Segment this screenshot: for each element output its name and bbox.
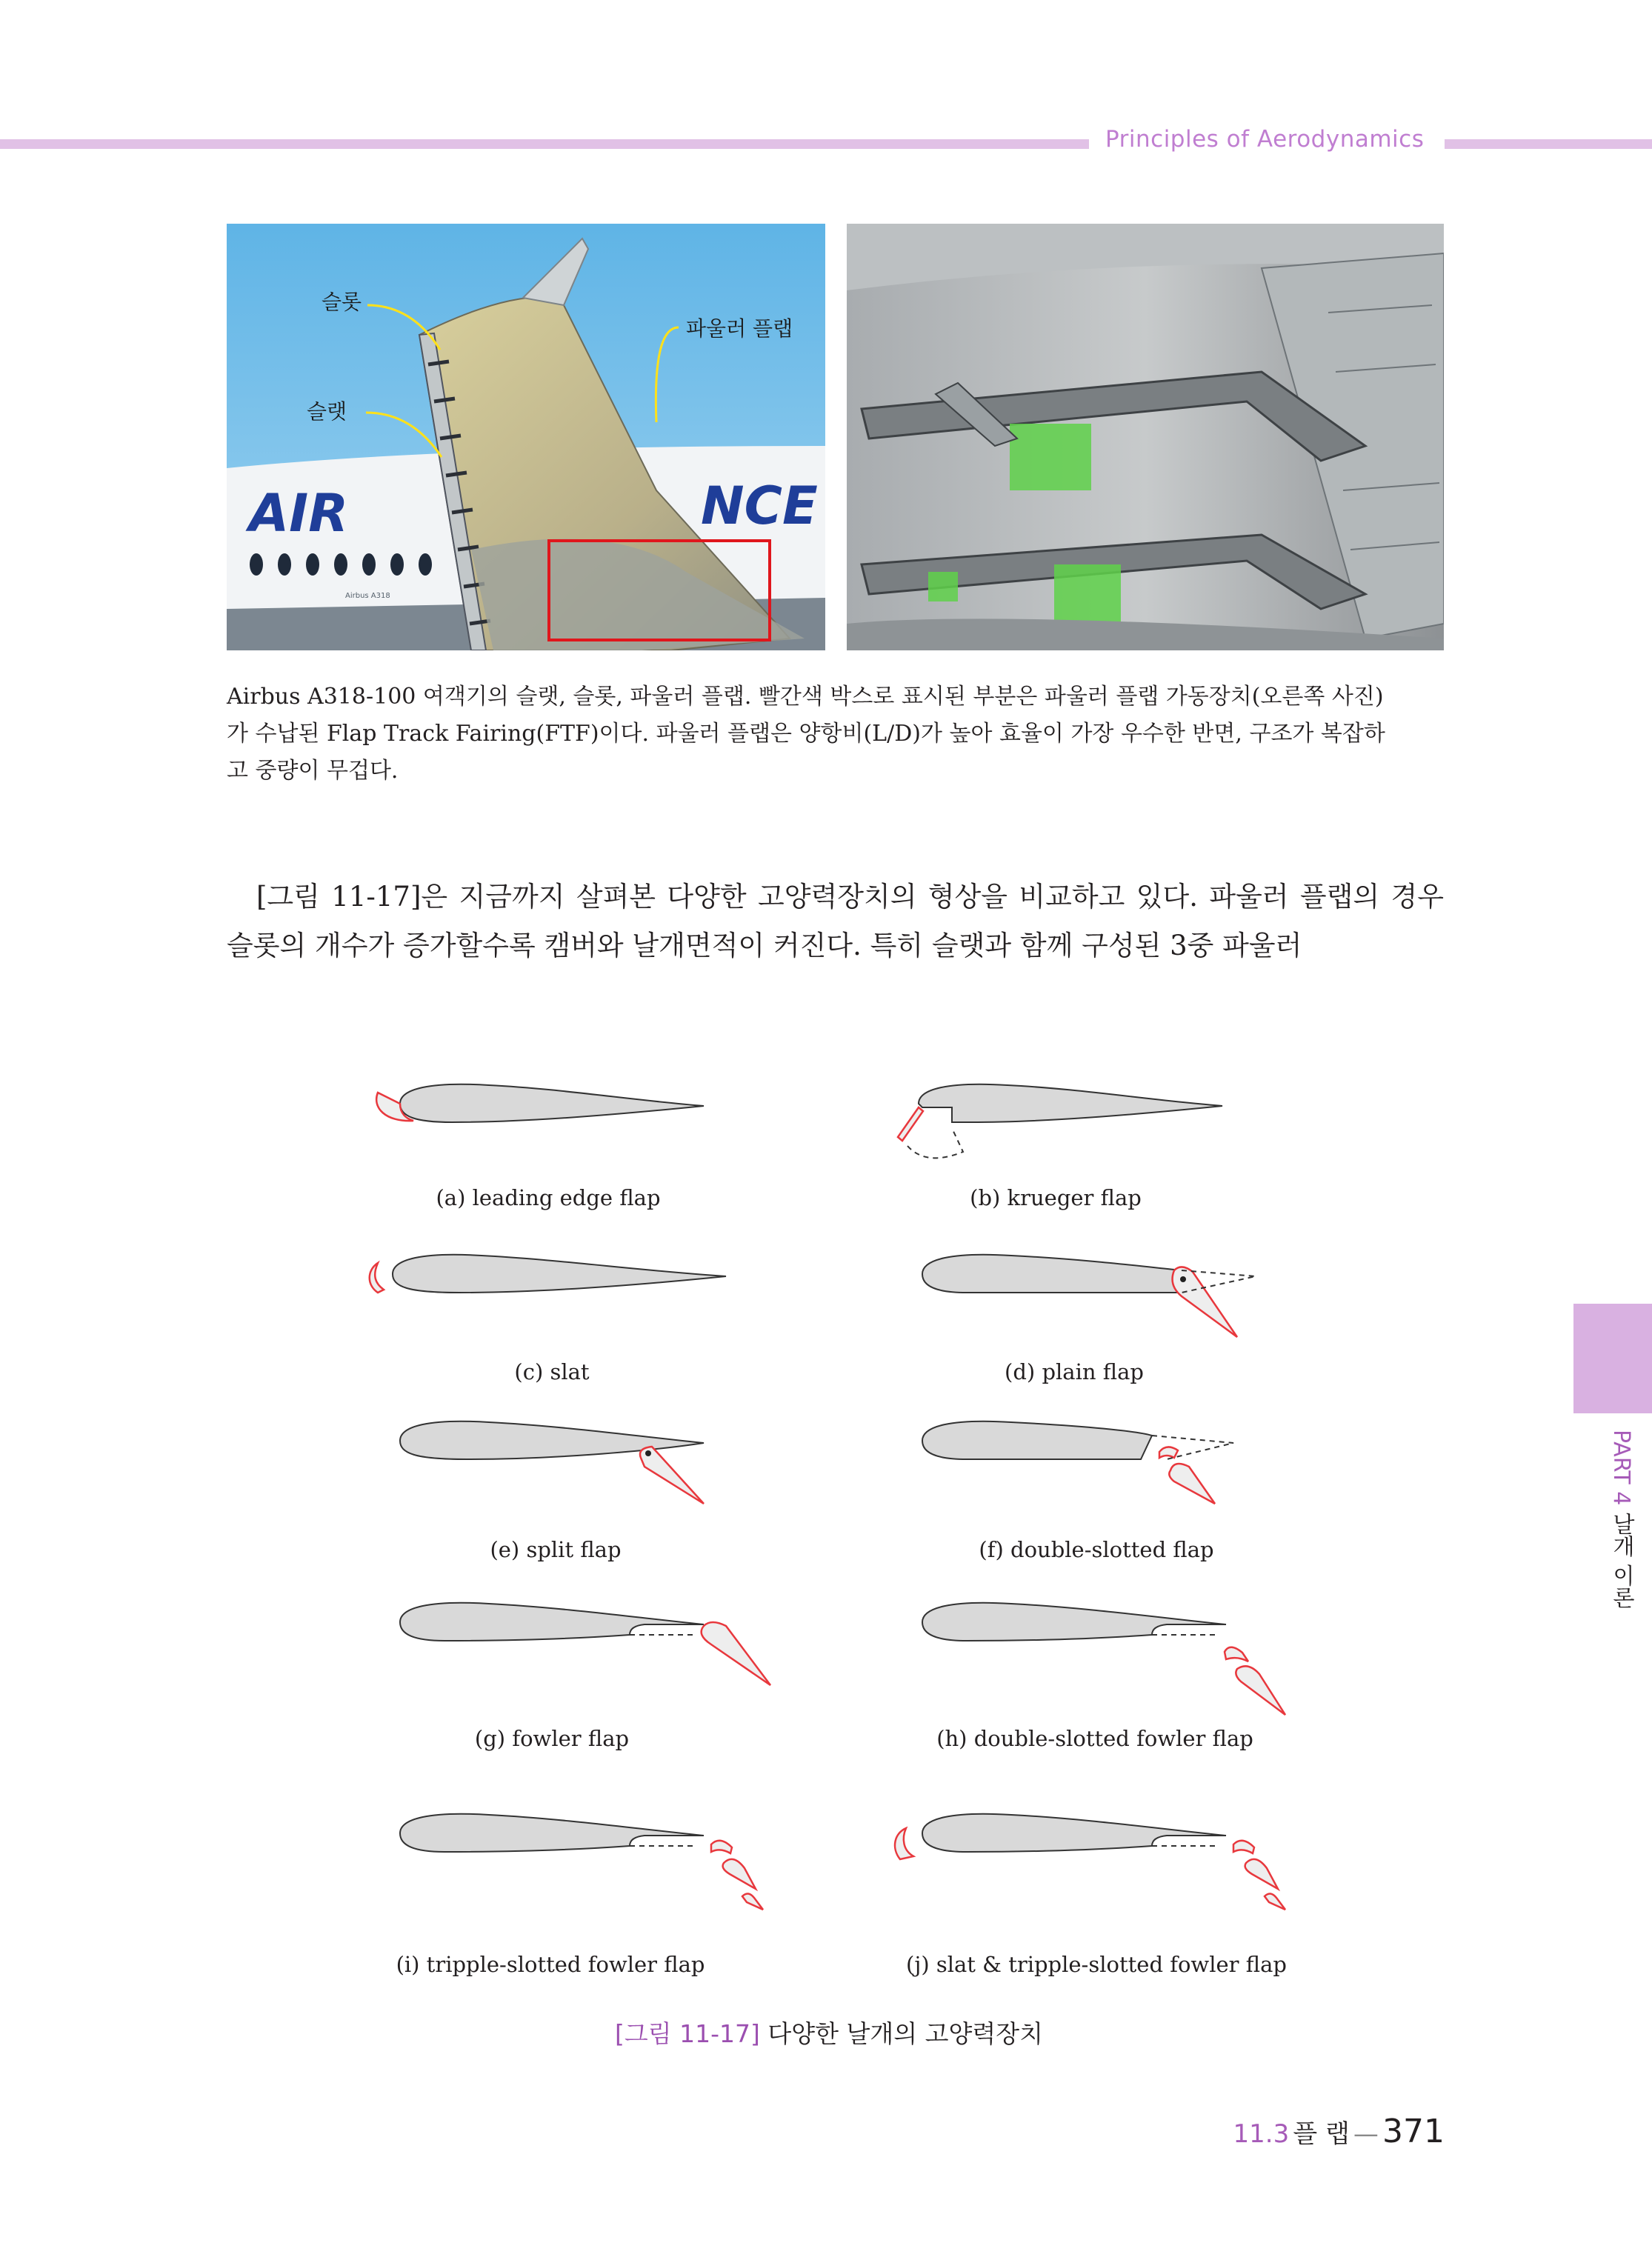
airfoil-fowler-flap: [400, 1603, 770, 1685]
tsff-vane-1: [711, 1841, 732, 1853]
side-part-label: [1578, 1430, 1637, 1622]
side-tab-marker: [1573, 1304, 1652, 1413]
figure-high-lift-devices: [333, 1067, 1333, 1993]
tsff-slat: [895, 1828, 913, 1859]
livery-text: AIR: [249, 483, 349, 544]
page-number: 371: [1382, 2113, 1445, 2150]
figure-label-h: (h) double-slotted fowler flap: [936, 1726, 1253, 1751]
caption-line: 가 수납된 Flap Track Fairing(FTF)이다. 파울러 플랩은 양항비(L/D)가 높아 효율이 가장 우수한 반면, 구조가 복잡하: [227, 721, 1385, 747]
label-slot: 슬롯: [322, 290, 362, 314]
airfoil-leading-edge-flap: [376, 1084, 704, 1122]
wing-photo-illustration: [227, 224, 825, 650]
dsff-vane: [1225, 1647, 1248, 1661]
figure-label-d: (d) plain flap: [1005, 1359, 1144, 1384]
caption-line: 고 중량이 무겁다.: [227, 758, 399, 784]
airfoil-krueger-flap: [898, 1084, 1222, 1159]
figure-label-g: (g) fowler flap: [474, 1726, 630, 1751]
footer-dash: —: [1353, 2119, 1379, 2149]
tsff-vane-2: [723, 1859, 756, 1889]
double-slotted-main-flap: [1169, 1464, 1215, 1504]
photo-caption: [227, 679, 1444, 790]
body-paragraph: [227, 873, 1444, 970]
dsff-main-flap: [1236, 1666, 1285, 1715]
body-paragraph-text: [그림 11-17]은 지금까지 살펴본 다양한 고양력장치의 형상을 비교하고 있다. 파울러 플랩의 경우 슬롯의 개수가 증가할수록 캠버와 날개면적이 커진다. 특히 슬랫과 함께 구성된 3중 파울러: [227, 881, 1444, 961]
photo-flap-track-mechanism: [847, 224, 1444, 650]
photo-a318-wing: [227, 224, 825, 650]
tsff-flap-tip: [742, 1893, 763, 1910]
airfoil-slat-tripple-slotted-fowler-flap: [895, 1814, 1285, 1910]
figure-label-a: (a) leading edge flap: [436, 1185, 661, 1210]
airfoil-double-slotted-flap: [922, 1421, 1233, 1504]
figure-caption-text: 다양한 날개의 고양력장치: [767, 2019, 1044, 2048]
header-title: Principles of Aerodynamics: [1105, 126, 1425, 153]
figure-label-f: (f) double-slotted flap: [979, 1537, 1214, 1562]
footer-section-name: 플 랩: [1293, 2119, 1350, 2149]
airfoil-double-slotted-fowler-flap: [922, 1603, 1285, 1715]
side-part-number: PART 4: [1608, 1430, 1634, 1506]
page-footer: [1215, 2113, 1445, 2150]
fuselage-small-text: Airbus A318: [345, 592, 390, 600]
livery-text-right: NCE: [701, 476, 818, 536]
figure-label-c: (c) slat: [514, 1359, 590, 1384]
figure-caption-number: [그림 11-17]: [615, 2019, 760, 2048]
fowler-flap-surface: [702, 1622, 770, 1685]
mechanism-illustration: [847, 224, 1444, 650]
airfoil-tripple-slotted-fowler-flap: [400, 1814, 763, 1910]
label-slat: 슬랫: [307, 399, 347, 424]
side-part-title: 날개 이론: [1608, 1512, 1634, 1609]
header-rule-left: [0, 139, 1089, 149]
caption-line: Airbus A318-100 여객기의 슬랫, 슬롯, 파울러 플랩. 빨간색 박스로 표시된 부분은 파울러 플랩 가동장치(오른쪽 사진): [227, 684, 1384, 710]
airfoil-slat: [370, 1255, 726, 1293]
airfoil-split-flap: [400, 1421, 704, 1504]
label-fowler-flap: 파울러 플랩: [686, 316, 793, 341]
figure-label-i: (i) tripple-slotted fowler flap: [396, 1952, 705, 1977]
figure-label-b: (b) krueger flap: [970, 1185, 1142, 1210]
slat-surface: [370, 1263, 384, 1293]
krueger-flap-surface: [898, 1107, 923, 1141]
header-rule-right: [1445, 139, 1652, 149]
footer-section-number: 11.3: [1233, 2119, 1290, 2149]
figure-label-j: (j) slat & tripple-slotted fowler flap: [906, 1952, 1287, 1977]
figure-label-e: (e) split flap: [490, 1537, 622, 1562]
airfoil-plain-flap: [922, 1255, 1256, 1337]
figure-caption: [615, 2015, 1059, 2050]
double-slotted-vane: [1159, 1447, 1178, 1458]
